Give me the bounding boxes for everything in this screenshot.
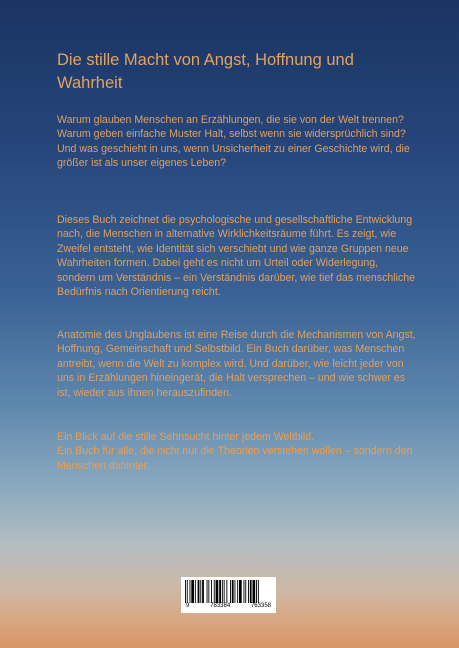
barcode-bar [222,580,223,603]
isbn-barcode [181,577,276,613]
closing-statement [57,430,417,473]
barcode-bar [256,580,257,603]
barcode-bar [195,580,196,603]
description-paragraph-1 [57,213,417,299]
intro-question-3: Und was geschieht in uns, wenn Unsicherheit zu einer Geschichte wird, die größer ist als unser eigenes Leben? [57,142,410,170]
barcode-bar [239,580,242,603]
barcode-bar [190,580,191,603]
closing-line-1: Ein Blick auf die stille Sehnsucht hinter jedem Weltbild. [57,431,315,443]
intro-question-1: Warum glauben Menschen an Erzählungen, die sie von der Welt trennen? [57,114,404,126]
barcode-bar [245,580,246,603]
paragraph-2-text: Anatomie des Unglaubens ist eine Reise durch die Mechanismen von Angst, Hoffnung, Gemeinschaft und Selbstbild. Ein Buch darüber, was Menschen antreibt, wenn die Welt zu komplex wird. Und darüber, wie leicht jeder von uns in Erzählungen hineingerät, die Halt versprechen – und wie schwer es ist, wieder aus ihnen herauszufinden. [57,329,416,399]
description-paragraph-2 [57,328,417,400]
closing-line-2: Ein Buch für alle, die nicht nur die Theorien verstehen wollen – sondern den Menschen dahinter. [57,445,413,472]
barcode-bar [258,580,259,603]
barcode-bar [216,580,219,603]
barcode-bar [224,580,225,603]
barcode-bar [198,580,200,603]
barcode-bar [187,580,188,603]
barcode-bar [191,580,194,603]
barcode-digit-lead: 9 [186,603,190,609]
barcode-bar [211,580,212,603]
barcode-bar [207,580,208,603]
barcode-bar [208,580,209,603]
barcode-digits-left: 783384 [210,603,231,609]
intro-question-2: Warum geben einfache Muster Halt, selbst wenn sie widersprüchlich sind? [57,128,406,141]
barcode-bar [250,580,252,603]
barcode-bars [185,580,272,603]
paragraph-1-text: Dieses Buch zeichnet die psychologische und gesellschaftliche Entwicklung nach, die Menschen in alternative Wirklichkeitsräume führt. Es zeigt, wie Zweifel entsteht, wie Identität sich verschiebt und wie ganze Gruppen neue Wahrheiten formen. Dabei geht es nicht um Urteil oder Widerlegung, sondern um Verständnis – ein Verständnis darüber, wie tief das menschliche Bedürfnis nach Orientierung reicht. [57,214,416,299]
barcode-bar [185,580,186,603]
intro-questions [57,113,417,171]
cover-headline: Die stille Macht von Angst, Hoffnung und Wahrheit [57,51,354,92]
barcode-bar [202,580,204,603]
barcode-bar [219,580,221,603]
barcode-digits [185,603,272,610]
barcode-digits-right: 763358 [250,603,271,609]
barcode-bar [253,580,256,603]
barcode-bar [237,580,238,603]
barcode-bar [230,580,231,603]
barcode-bar [214,580,215,603]
barcode-bar [232,580,234,603]
barcode-bar [235,580,236,603]
barcode-bar [200,580,201,603]
barcode-bar [244,580,245,603]
barcode-bar [248,580,249,603]
barcode-bar [226,580,227,603]
